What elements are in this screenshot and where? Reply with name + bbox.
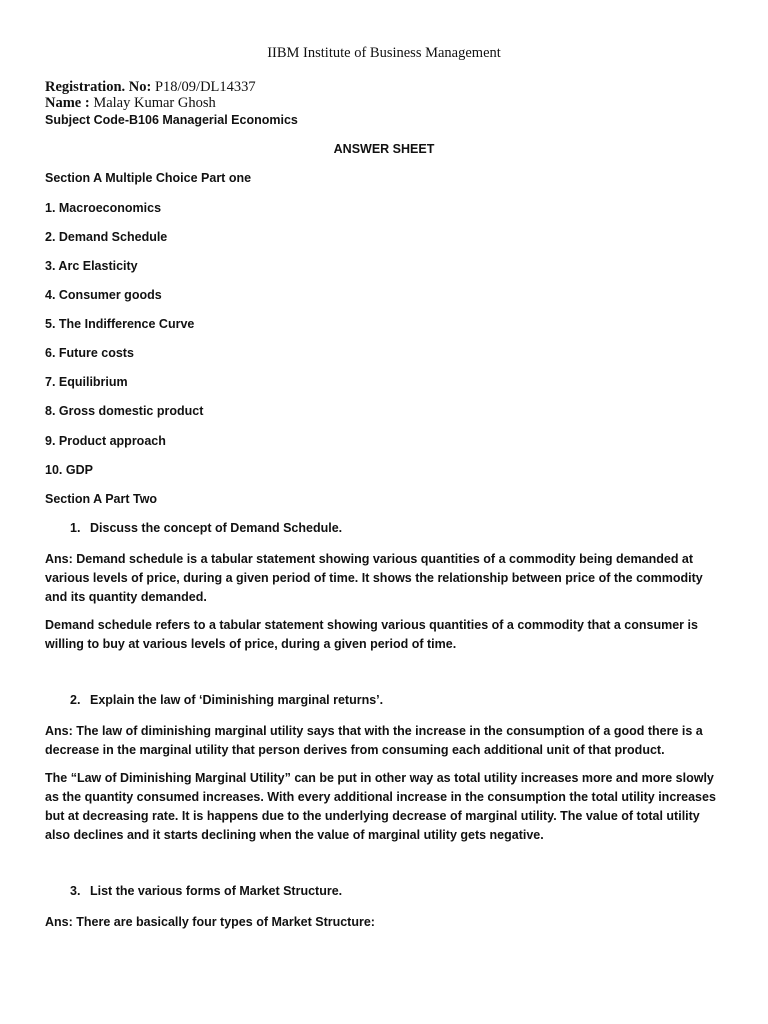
question-2 (70, 693, 383, 707)
section-a1-title: Section A Multiple Choice Part one (45, 171, 252, 185)
question-1-number: 1. (70, 521, 81, 535)
question-3 (70, 884, 342, 898)
registration-value: P18/09/DL14337 (151, 79, 256, 95)
answer-3-paragraph-1: Ans: There are basically four types of Market Structure: (45, 915, 375, 929)
question-2-number: 2. (70, 693, 81, 707)
mcq-answer-10: 10. GDP (45, 463, 93, 477)
mcq-answer-9: 9. Product approach (45, 434, 166, 448)
answer-2-paragraph-2: The “Law of Diminishing Marginal Utility” can be put in other way as total utility increases more and more slowly as the quantity consumed increases. With every additional increase in the consumption the total utility increases but at decreasing rate. It is happens due to the underlying decrease of marginal utility. The value of total utility also declines and it starts declining when the value of marginal utility gets negative. (45, 771, 716, 842)
mcq-answer-1: 1. Macroeconomics (45, 201, 162, 215)
name-label: Name : (45, 95, 90, 111)
mcq-answer-4: 4. Consumer goods (45, 288, 162, 302)
question-1-text: Discuss the concept of Demand Schedule. (90, 521, 343, 535)
answer-sheet-heading: ANSWER SHEET (333, 142, 435, 156)
mcq-answer-8: 8. Gross domestic product (45, 404, 204, 418)
answer-2-paragraph-1: Ans: The law of diminishing marginal utility says that with the increase in the consumption of a good there is a decrease in the marginal utility that person derives from consuming each additional unit of that product. (45, 724, 703, 757)
mcq-answer-6: 6. Future costs (45, 346, 134, 360)
mcq-answer-5: 5. The Indifference Curve (45, 317, 195, 331)
question-3-number: 3. (70, 884, 81, 898)
answer-1-paragraph-1: Ans: Demand schedule is a tabular statement showing various quantities of a commodity being demanded at various levels of price, during a given period of time. It shows the relationship between price of the commodity and its quantity demanded. (45, 552, 703, 604)
question-3-text: List the various forms of Market Structure. (90, 884, 343, 898)
answer-1-paragraph-2: Demand schedule refers to a tabular statement showing various quantities of a commodity that a consumer is willing to buy at various levels of price, during a given period of time. (45, 618, 698, 651)
section-a2-title: Section A Part Two (45, 492, 158, 506)
question-2-text: Explain the law of ‘Diminishing marginal returns’. (90, 693, 384, 707)
question-1 (70, 521, 342, 535)
mcq-answer-3: 3. Arc Elasticity (45, 259, 138, 273)
subject-code: Subject Code-B106 Managerial Economics (45, 113, 298, 127)
mcq-answer-7: 7. Equilibrium (45, 375, 128, 389)
registration-label: Registration. No: (45, 79, 152, 95)
institute-title: IIBM Institute of Business Management (267, 45, 501, 61)
registration-line (45, 79, 256, 96)
name-value: Malay Kumar Ghosh (89, 95, 216, 111)
name-line (45, 95, 216, 112)
mcq-answer-2: 2. Demand Schedule (45, 230, 168, 244)
